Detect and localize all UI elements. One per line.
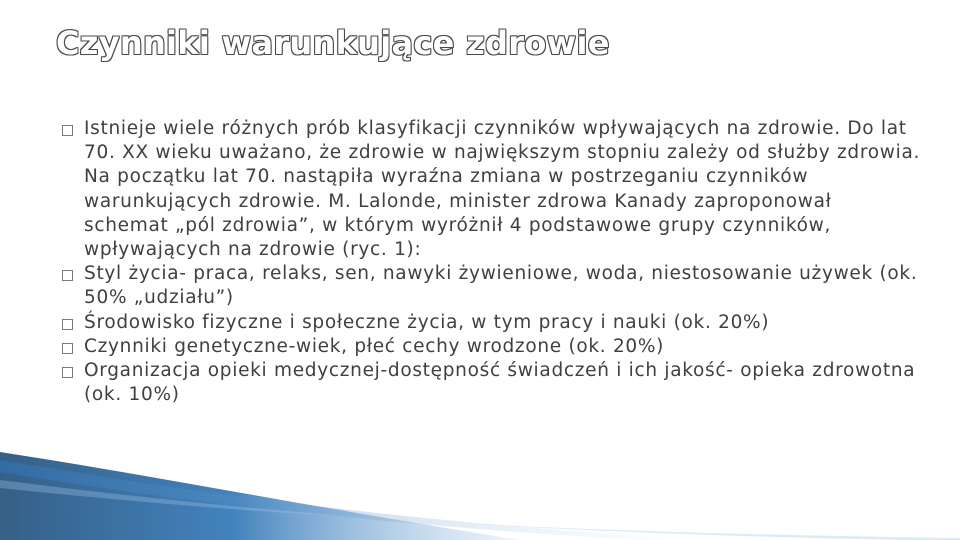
list-item-text: Organizacja opieki medycznej-dostępność świadczeń i ich jakość- opieka zdrowotna (ok. 10%) [84,360,916,406]
square-bullet-icon [62,125,73,136]
slide-title: Czynniki warunkujące zdrowie [56,24,610,62]
list-item [62,335,922,359]
list-item-text: Czynniki genetyczne-wiek, płeć cechy wrodzone (ok. 20%) [84,335,665,357]
list-item [62,117,922,262]
list-item-text: Istnieje wiele różnych prób klasyfikacji czynników wpływających na zdrowie. Do lat 70. XX wieku uważano, że zdrowie w największym stopniu zależy od służby zdrowia. Na początku lat 70. nastąpiła wyraźna zmiana w postrzeganiu czynników warunkujących zdrowie. M. Lalonde, minister zdrowa Kanady zaproponował schemat „pól zdrowia”, w którym wyróżnił 4 podstawowe grupy czynników, wpływających na zdrowie (ryc. 1): [84,118,921,261]
wave-band [0,452,520,540]
square-bullet-icon [62,319,73,330]
list-item [62,262,922,310]
list-item [62,359,922,407]
square-bullet-icon [62,367,73,378]
decorative-wave [0,450,960,540]
list-item [62,311,922,335]
square-bullet-icon [62,270,73,281]
list-item-text: Styl życia- praca, relaks, sen, nawyki żywieniowe, woda, niestosowanie używek (ok. 50% „udziału”) [84,263,918,309]
square-bullet-icon [62,343,73,354]
bullet-list [62,117,922,407]
list-item-text: Środowisko fizyczne i społeczne życia, w tym pracy i nauki (ok. 20%) [84,311,770,333]
